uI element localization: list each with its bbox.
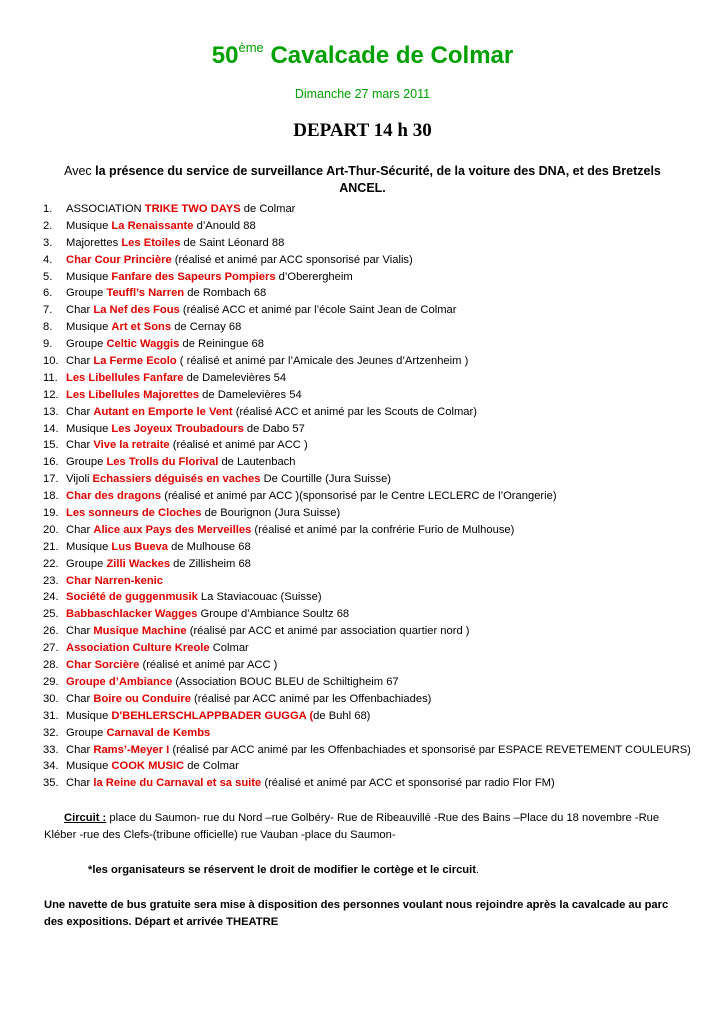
list-item [0, 606, 725, 623]
list-item-highlight: Char des dragons [66, 490, 162, 503]
list-item-highlight: Les Etoiles [121, 236, 181, 249]
list-item [0, 218, 725, 235]
list-item-prefix: Musique [66, 422, 112, 435]
list-item-text [66, 775, 555, 792]
list-item-highlight: Rams’-Meyer I [93, 743, 170, 756]
intro-bold: la présence du service de surveillance Art-Thur-Sécurité, de la voiture des DNA, et des Bretzels ANCEL. [95, 163, 661, 195]
list-item-suffix: (réalisé ACC et animé par l’école Saint Jean de Colmar [179, 304, 457, 317]
list-item-suffix: Colmar [209, 642, 249, 655]
list-item-number: 21. [43, 540, 59, 553]
list-item [0, 488, 725, 505]
event-date: Dimanche 27 mars 2011 [294, 87, 431, 101]
title-superscript: ème [238, 40, 264, 55]
list-item [0, 758, 725, 775]
list-item-number: 7. [43, 304, 53, 317]
list-item [0, 201, 725, 218]
list-item-text [66, 336, 264, 353]
list-item-text [66, 387, 302, 404]
list-item-number: 4. [43, 253, 53, 266]
list-item [0, 370, 725, 387]
list-item-number: 25. [43, 608, 59, 621]
parade-list [0, 201, 725, 792]
list-item-highlight: Groupe d’Ambiance [66, 675, 173, 688]
list-item-highlight: Char Sorcière [66, 659, 140, 672]
list-item [0, 556, 725, 573]
list-item-text [66, 640, 249, 657]
list-item [0, 471, 725, 488]
list-item [0, 775, 725, 792]
list-item-highlight: la Reine du Carnaval et sa suite [93, 777, 262, 790]
list-item-prefix: Char [66, 405, 94, 418]
list-item [0, 454, 725, 471]
circuit-text: place du Saumon- rue du Nord –rue Golbéry- Rue de Ribeauvillé -Rue des Bains –Place du 18 novembre -Rue Kléber -rue des Clefs-(tribune officielle) rue Vauban -place du Saumon- [44, 812, 660, 842]
list-item-number: 23. [43, 574, 59, 587]
list-item-prefix: Majorettes [66, 236, 122, 249]
list-item [0, 742, 725, 759]
list-item-suffix: de Damelevières 54 [199, 388, 302, 401]
list-item-text [66, 539, 251, 556]
list-item-text [66, 218, 256, 235]
organizer-note [88, 862, 688, 879]
list-item-number: 6. [43, 287, 53, 300]
list-item-suffix: de Zillisheim 68 [170, 557, 251, 570]
list-item-number: 13. [43, 405, 59, 418]
list-item [0, 589, 725, 606]
list-item-highlight: Vive la retraite [93, 439, 170, 452]
list-item-prefix: Musique [66, 540, 112, 553]
list-item [0, 336, 725, 353]
list-item-suffix: de Cernay 68 [171, 321, 242, 334]
list-item-suffix: De Courtille (Jura Suisse) [260, 473, 392, 486]
list-item-suffix: La Staviacouac (Suisse) [197, 591, 322, 604]
list-item-number: 16. [43, 456, 59, 469]
list-item-text [66, 758, 239, 775]
list-item-prefix: ASSOCIATION [66, 203, 145, 215]
list-item-highlight: Art et Sons [111, 321, 172, 334]
list-item-prefix: Char [66, 743, 94, 756]
list-item-suffix: (réalisé et animé par ACC et sponsorisé par radio Flor FM) [261, 777, 555, 790]
list-item-highlight: Char Cour Princière [66, 253, 172, 266]
list-item-highlight: Association Culture Kreole [66, 642, 210, 655]
list-item-highlight: La Renaissante [111, 219, 194, 232]
list-item-highlight: Société de guggenmusik [66, 591, 198, 604]
list-item-highlight: Teuffl’s Narren [106, 287, 185, 300]
shuttle-notice: Une navette de bus gratuite sera mise à disposition des personnes voulant nous rejoindre après la cavalcade au parc des expositions. Départ et arrivée THEATRE [44, 899, 669, 929]
list-item-highlight: Boire ou Conduire [93, 692, 191, 705]
list-item-text [66, 437, 308, 454]
list-item [0, 302, 725, 319]
list-item [0, 353, 725, 370]
list-item-highlight: Zilli Wackes [106, 557, 171, 570]
list-item [0, 674, 725, 691]
page-title [0, 30, 725, 76]
list-item-suffix: de Colmar [184, 760, 239, 773]
list-item-text [66, 674, 399, 691]
list-item-suffix: (Association BOUC BLEU de Schiltigheim 67 [172, 675, 399, 688]
list-item-text [66, 725, 210, 742]
list-item-prefix: Musique [66, 219, 112, 232]
list-item-highlight: Celtic Waggis [106, 338, 180, 351]
list-item [0, 285, 725, 302]
list-item-suffix: de Buhl 68) [313, 709, 371, 722]
list-item-text [66, 252, 413, 269]
title-number: 50 [211, 42, 239, 69]
list-item-text [66, 319, 241, 336]
list-item-text [66, 589, 322, 606]
list-item [0, 252, 725, 269]
list-item-suffix: (réalisé ACC et animé par les Scouts de Colmar) [232, 405, 477, 418]
list-item-number: 35. [43, 777, 59, 790]
list-item-highlight: Les Libellules Majorettes [66, 388, 200, 401]
list-item [0, 319, 725, 336]
list-item-highlight: Fanfare des Sapeurs Pompiers [111, 270, 276, 283]
list-item-suffix: de Dabo 57 [243, 422, 305, 435]
list-item-number: 1. [43, 203, 53, 215]
list-item-suffix: (réalisé et animé par ACC )(sponsorisé par le Centre LECLERC de l’Orangerie) [161, 490, 557, 503]
list-item-highlight: Musique Machine [93, 625, 187, 638]
list-item-text [66, 556, 251, 573]
list-item-prefix: Char [66, 625, 94, 638]
list-item-highlight: La Ferme Ecolo [93, 355, 177, 368]
list-item-text [66, 421, 305, 438]
list-item-text [66, 201, 295, 218]
list-item-suffix: de Rombach 68 [184, 287, 267, 300]
list-item-suffix: de Lautenbach [218, 456, 296, 469]
list-item-suffix: de Mulhouse 68 [167, 540, 251, 553]
list-item-prefix: Char [66, 304, 94, 317]
list-item-text [66, 370, 286, 387]
list-item [0, 708, 725, 725]
list-item-prefix: Groupe [66, 726, 107, 739]
list-item-number: 9. [43, 338, 53, 351]
list-item-prefix: Groupe [66, 338, 107, 351]
list-item [0, 505, 725, 522]
list-item-number: 5. [43, 270, 53, 283]
list-item-number: 31. [43, 709, 59, 722]
list-item-number: 29. [43, 675, 59, 688]
list-item-text [66, 488, 557, 505]
list-item-suffix: (réalisé par ACC et animé par association quartier nord ) [186, 625, 470, 638]
list-item-prefix: Vijoli [66, 473, 93, 486]
list-item-suffix: (réalisé et animé par ACC sponsorisé par Vialis) [171, 253, 413, 266]
list-item-text [66, 353, 468, 370]
list-item-suffix: de Damelevières 54 [183, 371, 287, 384]
list-item-highlight: Carnaval de Kembs [106, 726, 211, 739]
title-rest: Cavalcade de Colmar [270, 42, 514, 69]
list-item-highlight: Les Joyeux Troubadours [111, 422, 244, 435]
list-item-suffix: (réalisé et animé par la confrérie Furio de Mulhouse) [251, 523, 515, 536]
list-item-text [66, 454, 295, 471]
list-item-highlight: Echassiers déguisés en vaches [92, 473, 261, 486]
list-item-suffix: de Colmar [240, 203, 296, 215]
list-item-text [66, 505, 340, 522]
list-item-highlight: La Nef des Fous [93, 304, 180, 317]
list-item-number: 26. [43, 625, 59, 638]
list-item [0, 437, 725, 454]
list-item [0, 387, 725, 404]
list-item-highlight: Babbaschlacker Wagges [66, 608, 198, 621]
list-item-highlight: COOK MUSIC [111, 760, 185, 773]
list-item-prefix: Musique [66, 760, 112, 773]
list-item [0, 522, 725, 539]
list-item-text [66, 285, 266, 302]
organizer-note-end: . [475, 864, 480, 877]
list-item-suffix: Groupe d’Ambiance Soultz 68 [197, 608, 350, 621]
list-item [0, 640, 725, 657]
list-item-number: 27. [43, 642, 59, 655]
list-item-suffix: d’Oberergheim [275, 270, 353, 283]
list-item-suffix: de Bourignon (Jura Suisse) [201, 507, 341, 520]
list-item-text [66, 691, 431, 708]
intro-prefix: Avec [64, 163, 96, 178]
list-item-suffix: de Saint Léonard 88 [180, 236, 285, 249]
list-item-text [66, 522, 514, 539]
list-item-prefix: Musique [66, 709, 112, 722]
list-item-highlight: Alice aux Pays des Merveilles [93, 523, 252, 536]
list-item-text [66, 269, 353, 286]
list-item-number: 30. [43, 692, 59, 705]
list-item-text [66, 235, 284, 252]
list-item [0, 421, 725, 438]
list-item-number: 33. [43, 743, 59, 756]
list-item-suffix: d’Anould 88 [193, 219, 256, 232]
list-item-number: 22. [43, 557, 59, 570]
list-item-highlight: Les sonneurs de Cloches [66, 507, 202, 520]
list-item-number: 14. [43, 422, 59, 435]
list-item-highlight: Les Trolls du Florival [106, 456, 219, 469]
list-item-number: 11. [43, 371, 58, 384]
list-item-highlight: Char Narren-kenic [66, 574, 163, 587]
list-item-number: 32. [43, 726, 59, 739]
list-item-suffix: ( réalisé et animé par l’Amicale des Jeunes d’Artzenheim ) [176, 355, 469, 368]
organizer-note-text: *les organisateurs se réservent le droit de modifier le cortège et le circuit [88, 864, 476, 877]
intro-paragraph [40, 163, 685, 197]
list-item [0, 539, 725, 556]
list-item-number: 19. [43, 507, 59, 520]
list-item-number: 20. [43, 523, 59, 536]
circuit-paragraph [44, 810, 684, 844]
list-item-text [66, 404, 477, 421]
list-item-prefix: Musique [66, 270, 112, 283]
list-item-highlight: D'BEHLERSCHLAPPBADER GUGGA ( [111, 709, 314, 722]
list-item-text [66, 708, 370, 725]
list-item-number: 12. [43, 388, 59, 401]
list-item-suffix: (réalisé et animé par ACC ) [169, 439, 308, 452]
circuit-label: Circuit : [64, 812, 107, 825]
list-item [0, 573, 725, 590]
list-item-prefix: Groupe [66, 287, 107, 300]
list-item-number: 10. [43, 355, 59, 368]
list-item [0, 404, 725, 421]
list-item-text [66, 742, 691, 759]
list-item-number: 15. [43, 439, 59, 452]
list-item-text [66, 623, 470, 640]
list-item-prefix: Char [66, 439, 94, 452]
list-item [0, 657, 725, 674]
list-item-text [66, 573, 163, 590]
list-item-number: 24. [43, 591, 59, 604]
list-item-suffix: de Reiningue 68 [179, 338, 264, 351]
list-item-highlight: Lus Bueva [111, 540, 168, 553]
list-item-number: 8. [43, 321, 53, 334]
list-item [0, 725, 725, 742]
list-item-prefix: Musique [66, 321, 112, 334]
list-item [0, 235, 725, 252]
list-item-highlight: Les Libellules Fanfare [66, 371, 184, 384]
list-item-number: 18. [43, 490, 59, 503]
list-item-number: 34. [43, 760, 59, 773]
list-item-number: 2. [43, 219, 53, 232]
list-item-number: 17. [43, 473, 59, 486]
list-item-prefix: Groupe [66, 557, 107, 570]
list-item-suffix: (réalisé par ACC animé par les Offenbachiades et sponsorisé par ESPACE REVETEMENT COULEURS) [169, 743, 691, 756]
list-item-highlight: Autant en Emporte le Vent [93, 405, 233, 418]
list-item-text [66, 471, 391, 488]
list-item-prefix: Char [66, 355, 94, 368]
list-item [0, 623, 725, 640]
list-item-text [66, 302, 457, 319]
list-item-text [66, 606, 349, 623]
list-item-prefix: Char [66, 692, 94, 705]
list-item [0, 269, 725, 286]
list-item-prefix: Char [66, 523, 94, 536]
list-item [0, 691, 725, 708]
list-item-prefix: Groupe [66, 456, 107, 469]
list-item-highlight: TRIKE TWO DAYS [144, 203, 241, 215]
list-item-suffix: (réalisé et animé par ACC ) [139, 659, 278, 672]
list-item-text [66, 657, 277, 674]
list-item-number: 3. [43, 236, 53, 249]
list-item-suffix: (réalisé par ACC animé par les Offenbachiades) [190, 692, 432, 705]
list-item-number: 28. [43, 659, 59, 672]
list-item-prefix: Char [66, 777, 94, 790]
departure-time: DEPART 14 h 30 [293, 120, 432, 141]
